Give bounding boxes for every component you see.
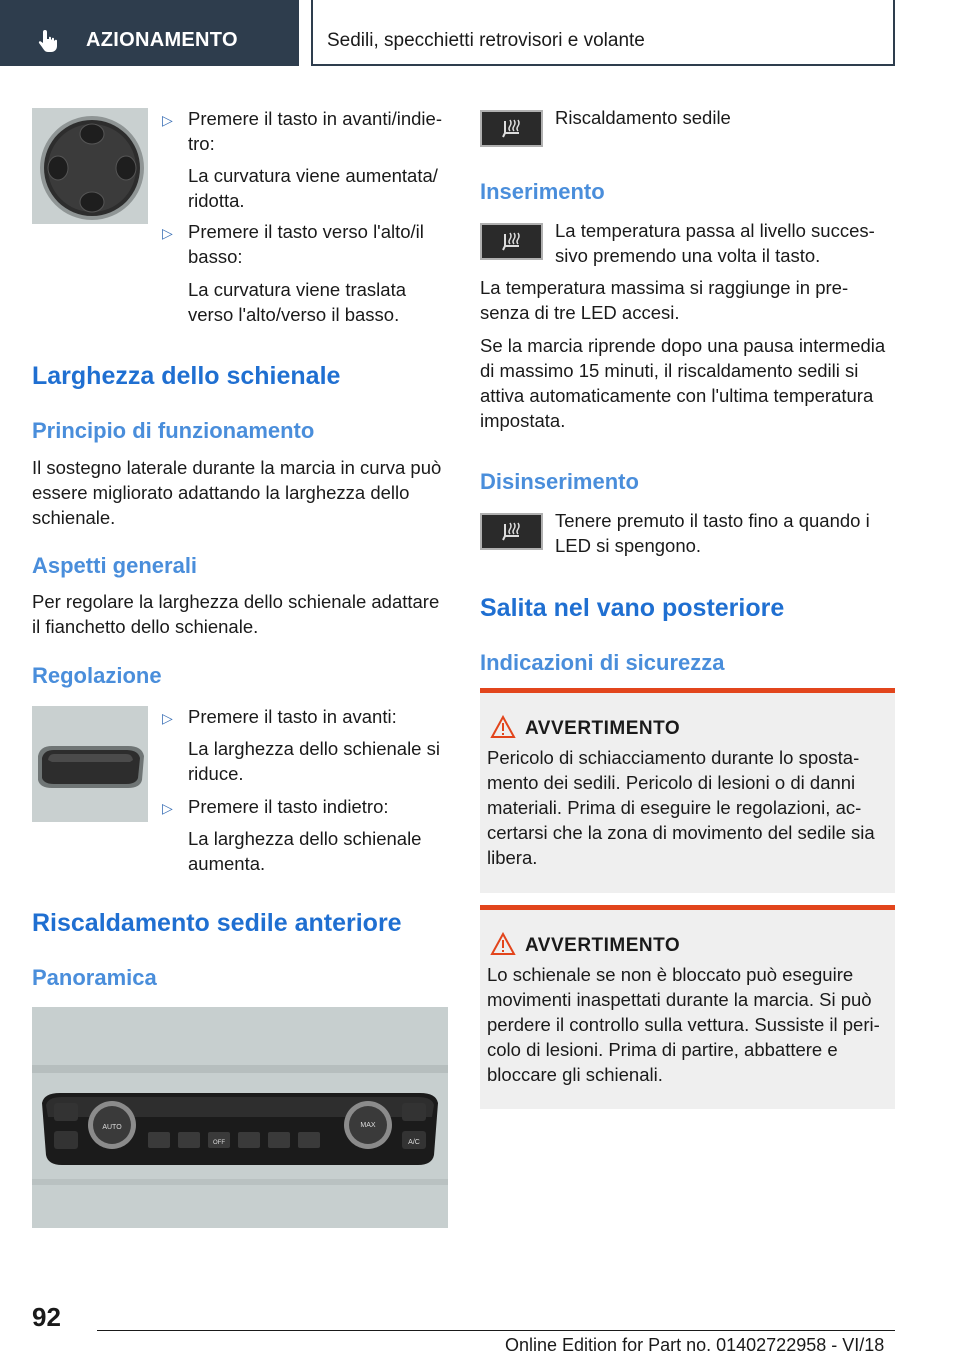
max-label: MAX: [360, 1122, 376, 1129]
switch-on-text: di massimo 15 minuti, il riscaldamento sedili si: [480, 360, 859, 381]
warning-line: colo di lesioni. Prima di partire, abbattere e: [487, 1039, 838, 1060]
seat-heating-button-image: [480, 110, 543, 147]
warning-line: libera.: [487, 847, 538, 868]
switch-off-icon-text: LED si spengono.: [555, 535, 702, 556]
general-text: il fianchetto dello schienale.: [32, 616, 259, 637]
warning-triangle-icon: [490, 715, 516, 739]
switch-on-icon-text: sivo premendo una volta il tasto.: [555, 245, 821, 266]
switch-on-icon-text: La temperatura passa al livello succes-: [555, 220, 875, 241]
heading-front-seat-heating: Riscaldamento sedile anteriore: [32, 909, 402, 937]
climate-panel-image: [32, 1007, 448, 1228]
width-switch-icon: [32, 706, 148, 822]
switch-on-text: attiva automaticamente con l'ultima temperatura: [480, 385, 874, 406]
warning-line: materiali. Prima di eseguire le regolazioni, ac-: [487, 797, 862, 818]
footer-divider: [97, 1330, 895, 1331]
switch-on-text: La temperatura massima si raggiunge in pre-: [480, 277, 849, 298]
bullet-icon: ▷: [162, 112, 173, 128]
header-section-tab: [0, 0, 299, 66]
lumbar-switch-icon: [32, 108, 148, 224]
heading-overview: Panoramica: [32, 965, 157, 990]
climate-control-panel: [32, 1007, 448, 1228]
header-chapter-box: [311, 0, 895, 66]
adjust-bullet-1-result: riduce.: [188, 763, 244, 784]
adjust-bullet-1-action: Premere il tasto in avanti:: [188, 706, 397, 727]
seat-heating-label: Riscaldamento sedile: [555, 107, 731, 128]
switch-off-icon-text: Tenere premuto il tasto fino a quando i: [555, 510, 870, 531]
principle-text: essere migliorato adattando la larghezza dello: [32, 482, 410, 503]
heading-switch-on: Inserimento: [480, 179, 605, 204]
warning-line: bloccare gli schienali.: [487, 1064, 663, 1085]
adjust-bullet-2-result: La larghezza dello schienale: [188, 828, 422, 849]
adjust-bullet-2-action: Premere il tasto indietro:: [188, 796, 389, 817]
seat-heating-button-image: [480, 513, 543, 550]
lumbar-bullet-1-result: La curvatura viene aumentata/: [188, 165, 438, 186]
seat-heating-icon: [497, 520, 527, 544]
page-number: 92: [32, 1302, 61, 1332]
seat-heating-button-image: [480, 223, 543, 260]
seat-heating-icon: [497, 230, 527, 254]
warning-line: certarsi che la zona di movimento del sedile sia: [487, 822, 875, 843]
footer-watermark: Online Edition for Part no. 01402722958 - VI/18: [505, 1335, 885, 1355]
lumbar-bullet-1-result: ridotta.: [188, 190, 245, 211]
heading-safety: Indicazioni di sicurezza: [480, 650, 725, 675]
principle-text: Il sostegno laterale durante la marcia in curva può: [32, 457, 442, 478]
lumbar-control-image: [32, 108, 148, 224]
bullet-icon: ▷: [162, 225, 173, 241]
heading-switch-off: Disinserimento: [480, 469, 639, 494]
adjust-bullet-2-result: aumenta.: [188, 853, 266, 874]
lumbar-bullet-2-action: basso:: [188, 246, 243, 267]
warning-line: mento dei sedili. Pericolo di lesioni o di danni: [487, 772, 856, 793]
general-text: Per regolare la larghezza dello schienale adattare: [32, 591, 440, 612]
switch-on-text: impostata.: [480, 410, 566, 431]
bullet-icon: ▷: [162, 800, 173, 816]
warning-title: AVVERTIMENTO: [525, 718, 681, 739]
heading-rear-entry: Salita nel vano posteriore: [480, 594, 785, 622]
header-chapter-label: Sedili, specchietti retrovisori e volante: [327, 30, 645, 51]
off-label: OFF: [213, 1140, 225, 1146]
warning-line: Pericolo di schiacciamento durante lo sposta-: [487, 747, 860, 768]
seat-heating-icon: [497, 117, 527, 141]
lumbar-bullet-2-result: verso l'alto/verso il basso.: [188, 304, 400, 325]
warning-title: AVVERTIMENTO: [525, 935, 681, 956]
width-control-image: [32, 706, 148, 822]
lumbar-bullet-2-result: La curvatura viene traslata: [188, 279, 407, 300]
auto-label: AUTO: [102, 1124, 122, 1131]
warning-box: [480, 688, 895, 893]
warning-line: perdere il controllo sulla vettura. Sussiste il peri-: [487, 1014, 880, 1035]
ac-label: A/C: [408, 1139, 420, 1146]
lumbar-bullet-1-action: tro:: [188, 133, 215, 154]
heading-general: Aspetti generali: [32, 553, 198, 578]
switch-on-text: Se la marcia riprende dopo una pausa intermedia: [480, 335, 886, 356]
lumbar-bullet-1-action: Premere il tasto in avanti/indie-: [188, 108, 442, 129]
bullet-icon: ▷: [162, 710, 173, 726]
adjust-bullet-1-result: La larghezza dello schienale si: [188, 738, 440, 759]
warning-text: [487, 962, 887, 1087]
switch-on-text: senza di tre LED accesi.: [480, 302, 680, 323]
header-section-label: AZIONAMENTO: [86, 29, 238, 51]
warning-box: [480, 905, 895, 1109]
warning-line: movimenti inaspettati durante la marcia. Si può: [487, 989, 872, 1010]
heading-adjust: Regolazione: [32, 663, 162, 688]
warning-triangle-icon: [490, 932, 516, 956]
heading-principle: Principio di funzionamento: [32, 418, 315, 443]
hand-pointer-icon: [36, 28, 62, 54]
warning-text: [487, 745, 887, 870]
warning-line: Lo schienale se non è bloccato può eseguire: [487, 964, 854, 985]
lumbar-bullet-2-action: Premere il tasto verso l'alto/il: [188, 221, 424, 242]
heading-backrest-width: Larghezza dello schienale: [32, 362, 341, 390]
principle-text: schienale.: [32, 507, 116, 528]
